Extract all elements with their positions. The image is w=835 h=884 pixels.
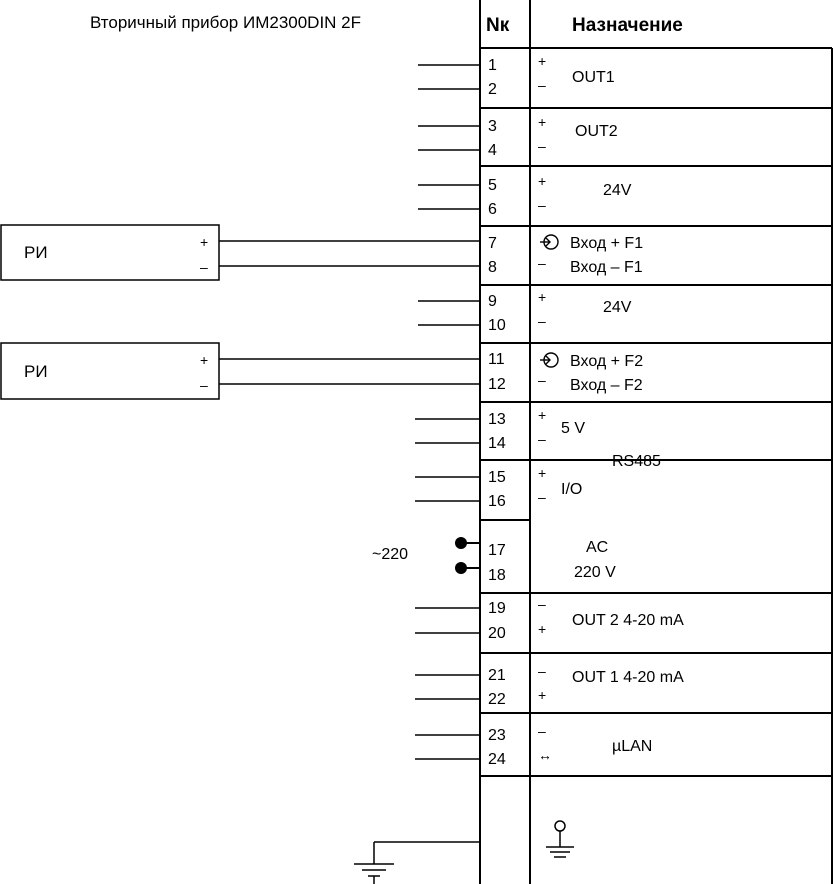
terminal-number: 18 — [488, 567, 506, 584]
device-title: Вторичный прибор ИМ2300DIN 2F — [90, 13, 362, 32]
sensor-plus: + — [200, 352, 209, 368]
polarity-sign: + — [538, 407, 547, 423]
terminal-purpose: OUT 2 4-20 mA — [572, 612, 684, 629]
sensor-label: РИ — [24, 243, 48, 262]
terminal-number: 13 — [488, 411, 506, 428]
polarity-sign: – — [538, 723, 546, 739]
polarity-sign: + — [538, 114, 547, 130]
terminal-group — [488, 351, 643, 394]
rs485-label: RS485 — [612, 453, 661, 470]
terminal-purpose: I/O — [561, 481, 583, 498]
terminal-group — [418, 53, 615, 98]
sensor-f1 — [1, 225, 480, 280]
polarity-sign: + — [538, 621, 547, 637]
sensor-plus: + — [200, 234, 209, 250]
terminal-purpose: AC — [586, 539, 609, 556]
terminal-group — [415, 723, 652, 768]
terminal-number: 3 — [488, 118, 497, 135]
polarity-sign: – — [538, 77, 546, 93]
terminal-number: 4 — [488, 142, 497, 159]
input-symbol-icon — [540, 353, 558, 367]
terminal-purpose: µLAN — [612, 738, 653, 755]
terminal-purpose: Вход – F1 — [570, 259, 643, 276]
terminal-purpose: 220 V — [574, 564, 616, 581]
terminal-number: 14 — [488, 435, 506, 452]
terminal-groups — [415, 53, 684, 768]
terminal-number: 11 — [488, 351, 505, 368]
terminal-number: 16 — [488, 493, 506, 510]
ground-wire — [374, 842, 480, 864]
terminal-number: 5 — [488, 177, 497, 194]
terminal-number: 19 — [488, 600, 506, 617]
terminal-purpose: Вход – F2 — [570, 377, 643, 394]
terminal-purpose: OUT2 — [575, 123, 618, 140]
terminal-number: 2 — [488, 81, 497, 98]
terminal-number: 20 — [488, 625, 506, 642]
terminal-group — [418, 173, 632, 218]
sensor-f2 — [1, 343, 480, 399]
terminal-number: 9 — [488, 293, 497, 310]
ac-terminals — [455, 537, 480, 574]
terminal-number: 15 — [488, 469, 506, 486]
sensor-minus: – — [200, 259, 208, 275]
polarity-sign: ↔ — [538, 747, 552, 763]
polarity-sign: – — [538, 197, 546, 213]
terminal-group — [415, 596, 684, 642]
polarity-sign: + — [538, 465, 547, 481]
polarity-sign: – — [538, 313, 546, 329]
input-symbol-icon — [540, 235, 558, 249]
terminal-number: 7 — [488, 235, 497, 252]
terminal-number: 8 — [488, 259, 497, 276]
polarity-sign: – — [538, 372, 546, 388]
ground-icon — [354, 864, 394, 884]
terminal-number: 22 — [488, 691, 506, 708]
terminal-group — [418, 289, 632, 334]
terminal-number: 1 — [488, 57, 497, 74]
protective-earth-icon — [546, 821, 574, 857]
polarity-sign: + — [538, 53, 547, 69]
terminal-group — [415, 663, 684, 708]
terminal-number: 24 — [488, 751, 506, 768]
polarity-sign: + — [538, 173, 547, 189]
polarity-sign: – — [538, 663, 546, 679]
supply-label: ~220 — [372, 546, 409, 563]
polarity-sign: – — [538, 489, 546, 505]
terminal-number: 17 — [488, 542, 506, 559]
terminal-purpose: OUT 1 4-20 mA — [572, 669, 684, 686]
polarity-sign: – — [538, 138, 546, 154]
terminal-number: 10 — [488, 317, 506, 334]
polarity-sign: – — [538, 431, 546, 447]
terminal-purpose: Вход + F1 — [570, 235, 644, 252]
terminal-group — [488, 235, 643, 276]
polarity-sign: – — [538, 255, 546, 271]
terminal-purpose: Вход + F2 — [570, 353, 644, 370]
terminal-number: 6 — [488, 201, 497, 218]
terminal-purpose: 24V — [603, 182, 632, 199]
polarity-sign: – — [538, 596, 546, 612]
terminal-number: 12 — [488, 376, 506, 393]
polarity-sign: + — [538, 687, 547, 703]
terminal-purpose: 24V — [603, 299, 632, 316]
terminal-group — [488, 539, 616, 584]
polarity-sign: + — [538, 289, 547, 305]
header-purpose: Назначение — [572, 15, 683, 36]
header-number: Nк — [486, 15, 510, 36]
terminal-group — [415, 465, 582, 510]
terminal-group — [415, 407, 585, 452]
terminal-purpose: OUT1 — [572, 69, 615, 86]
terminal-purpose: 5 V — [561, 420, 586, 437]
terminal-number: 23 — [488, 727, 506, 744]
sensor-label: РИ — [24, 362, 48, 381]
sensor-minus: – — [200, 377, 208, 393]
terminal-group — [418, 114, 618, 159]
terminal-table — [480, 0, 832, 884]
terminal-number: 21 — [488, 667, 506, 684]
